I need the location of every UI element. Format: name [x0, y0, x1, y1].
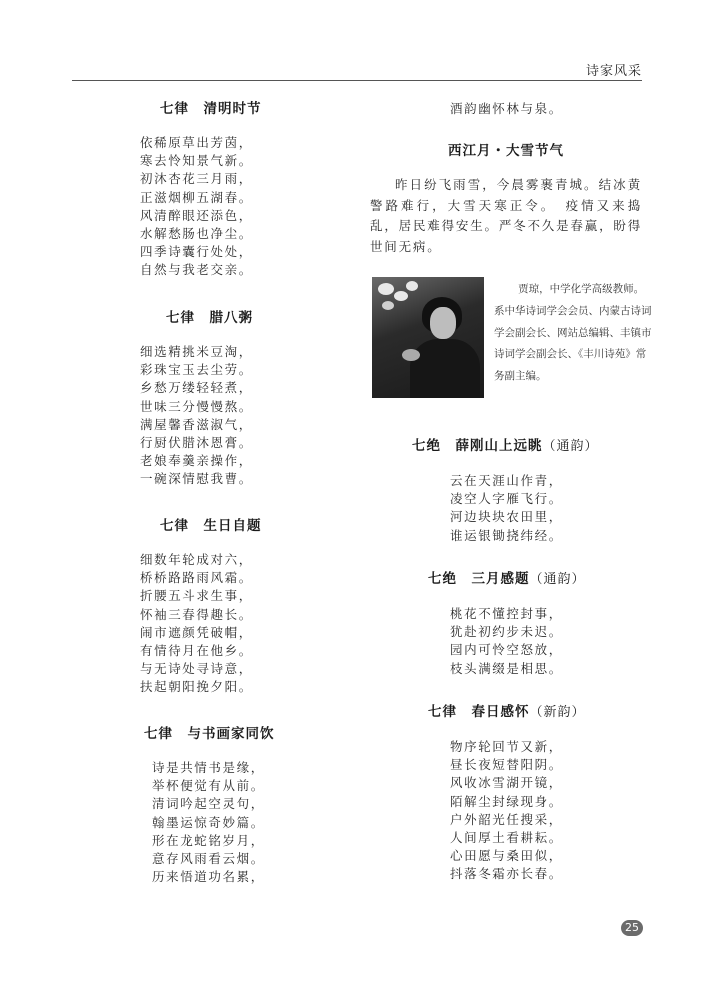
poem-lines: [140, 551, 262, 697]
poem-line: 细选精挑米豆淘，: [140, 344, 253, 359]
poem: [140, 309, 253, 489]
poem-line: 人间厚土看耕耘。: [450, 830, 563, 846]
poem-line: 怀袖三春得趣长。: [140, 606, 253, 622]
poem-lines: [140, 134, 262, 280]
ci-text: 昨日纷飞雨雪，今晨雾裹青城。结冰黄警路难行，大雪天寒正令。 疫情又来捣乱，居民难得安生。严冬不久是春赢，盼得世间无病。: [370, 177, 642, 254]
poem-line: 桃花不懂控封事，: [450, 606, 563, 621]
poem-title: 七律 生日自题: [160, 518, 262, 534]
poem-line: 一碗深情慰我曹。: [140, 471, 253, 487]
poem-title: 七律 清明时节: [160, 101, 262, 117]
poem-title: [428, 703, 586, 722]
poem: [412, 437, 599, 545]
poem: [140, 725, 275, 886]
poem-line: 清词吟起空灵句，: [152, 796, 265, 812]
poem-title: 七律 腊八粥: [166, 310, 253, 326]
poem-line: 举杯便觉有从前。: [152, 778, 265, 794]
poem-title-text: 七绝 薛刚山上远眺: [412, 438, 543, 454]
poem-line: 意存风雨看云烟。: [152, 851, 265, 867]
portrait-photo: [372, 277, 484, 398]
poem-line: 云在天涯山作青，: [450, 473, 563, 488]
poem-line: 乡愁万缕轻轻煮，: [140, 380, 253, 396]
poem-title-text: 七绝 三月感题: [428, 571, 530, 587]
poem-line: 满屋馨香滋淑气，: [140, 416, 253, 432]
poem-title-text: 七律 春日感怀: [428, 704, 530, 720]
poem-line: 枝头满缀是相思。: [450, 660, 563, 676]
poem-line: 物序轮回节又新，: [450, 739, 563, 754]
poem-line: 形在龙蛇铭岁月，: [152, 832, 265, 848]
poem-line: 河边块块农田里，: [450, 509, 563, 525]
poem-line: 与无诗处寻诗意，: [140, 661, 253, 677]
poem-lines: [450, 738, 586, 884]
poem-title: 七律 与书画家同饮: [144, 726, 275, 742]
poem-rhyme-note: （通韵）: [542, 439, 599, 454]
poem: [140, 100, 262, 280]
poem-line: 抖落冬霜亦长春。: [450, 866, 563, 882]
poem-line: 老娘奉羹亲操作，: [140, 453, 253, 469]
poem-line: 细数年轮成对六，: [140, 552, 253, 567]
poem-title: [428, 570, 586, 589]
poem-lines: [140, 343, 253, 489]
poem-line: 谁运银锄挠纬经。: [450, 527, 563, 543]
poem-line: 园内可怜空怒放，: [450, 642, 563, 658]
poem-line: 寒去怜知景气新。: [140, 153, 253, 169]
poem: [140, 517, 262, 697]
poem-line: 初沐杏花三月雨，: [140, 171, 253, 187]
poem-line: 昼长夜短替阳阴。: [450, 757, 563, 773]
poem-lines: [450, 605, 586, 678]
poem-title: [412, 437, 599, 456]
poem-line: 历来悟道功名累，: [152, 869, 265, 885]
poem-line: 依稀原草出芳茵，: [140, 135, 253, 150]
poem-line: 犹赴初约步未迟。: [450, 624, 563, 640]
poem-line: 世味三分慢慢熬。: [140, 398, 253, 414]
poem-line: 扶起朝阳挽夕阳。: [140, 679, 253, 695]
poem-rhyme-note: （通韵）: [529, 572, 586, 587]
poem-line: 折腰五斗求生事，: [140, 588, 253, 604]
header-section-label: 诗家风采: [585, 64, 642, 79]
poem-line: 陌解尘封绿现身。: [450, 793, 563, 809]
poem-rhyme-note: （新韵）: [529, 705, 586, 720]
poem-line: 诗是共情书是缘，: [152, 760, 265, 775]
header-rule: [72, 80, 642, 81]
poem-line: 风收冰雪湖开镜，: [450, 775, 563, 791]
poem-line: 风清醉眼还添色，: [140, 207, 253, 223]
ci-title: 西江月・大雪节气: [448, 143, 564, 159]
poem: [428, 703, 586, 884]
poem-line: 有情待月在他乡。: [140, 643, 253, 659]
poem-line: 凌空人字雁飞行。: [450, 491, 563, 507]
poem-line: 行厨伏腊沐恩膏。: [140, 435, 253, 451]
poem-lines: [152, 759, 275, 886]
poem-lines: [450, 472, 599, 545]
page-number-badge: 25: [621, 920, 643, 936]
author-bio: 贾琼，中学化学高级教师。系中华诗词学会会员、内蒙古诗词学会副会长、网站总编辑、丰镇市诗词学会副会长、《丰川诗苑》常务副主编。: [494, 283, 652, 383]
poem-line: 心田愿与桑田似，: [450, 848, 563, 864]
poem-line: 彩珠宝玉去尘劳。: [140, 362, 253, 378]
poem-continuation: 酒韵幽怀林与泉。: [450, 101, 563, 116]
poem-line: 桥桥路路雨风霜。: [140, 570, 253, 586]
poem-line: 四季诗囊行处处，: [140, 244, 253, 260]
poem-line: 水解愁肠也净尘。: [140, 226, 253, 242]
poem: [428, 570, 586, 678]
poem-line: 翰墨运惊奇妙篇。: [152, 814, 265, 830]
poem-line: 户外韶光任搜采，: [450, 811, 563, 827]
poem-line: 正滋烟柳五湖春。: [140, 189, 253, 205]
poem-line: 闹市遮颜凭破帽，: [140, 624, 253, 640]
poem-line: 自然与我老交亲。: [140, 262, 253, 278]
